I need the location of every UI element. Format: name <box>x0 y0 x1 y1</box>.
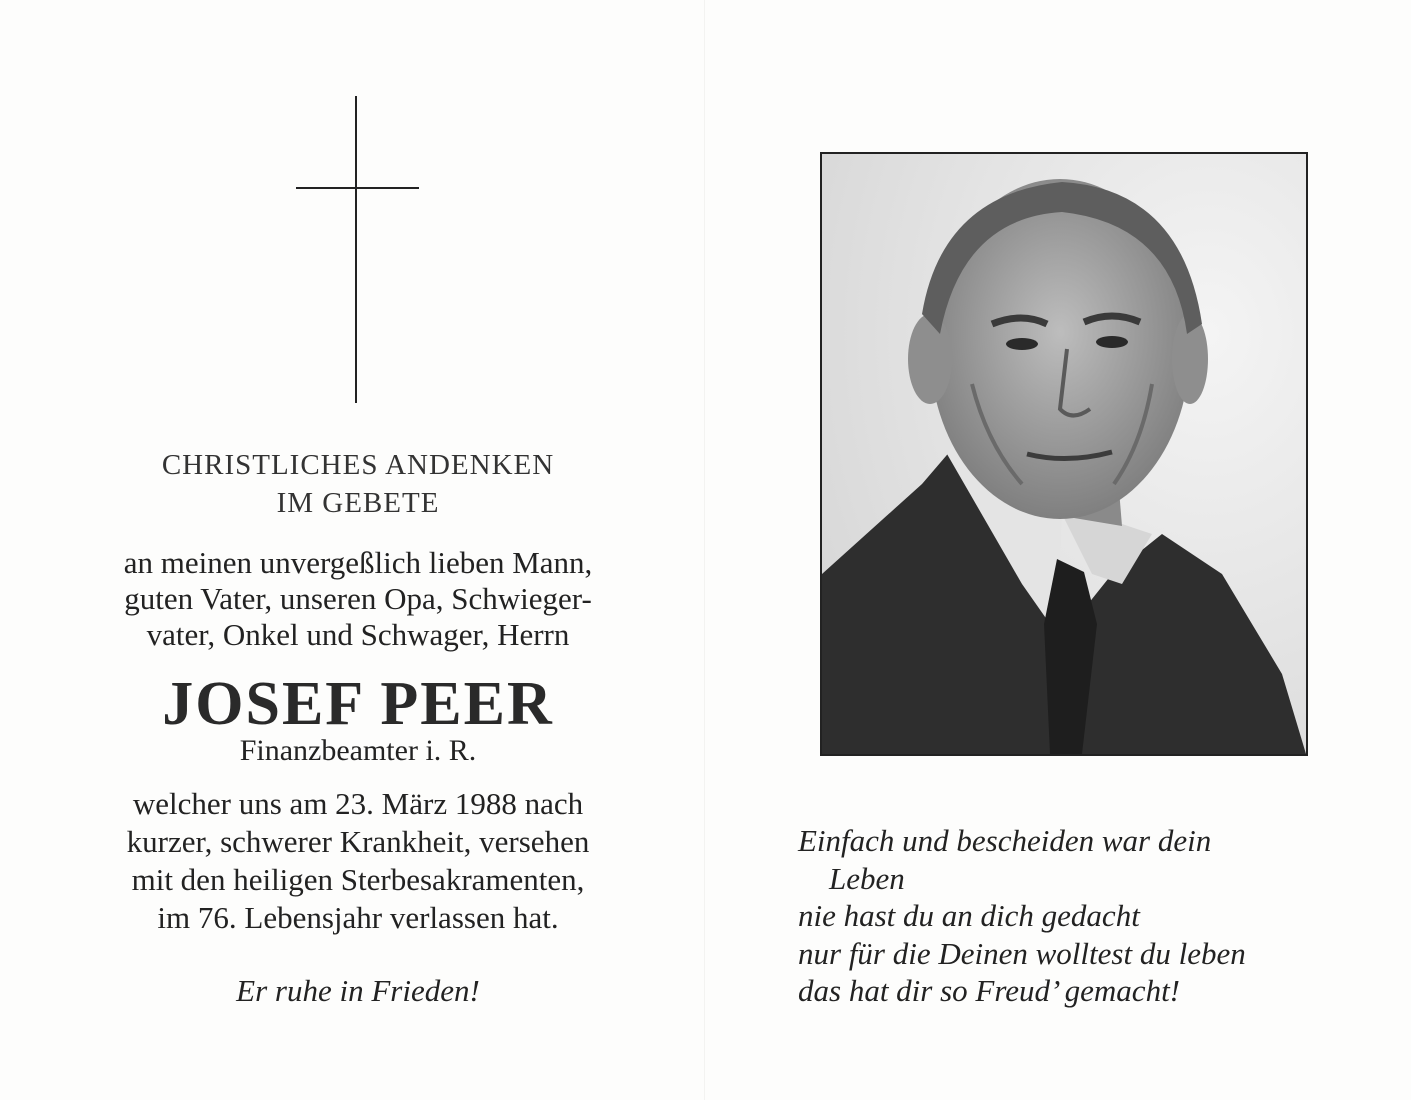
death-notice-line: im 76. Lebensjahr verlassen hat. <box>157 900 559 935</box>
closing-blessing: Er ruhe in Frieden! <box>236 973 480 1008</box>
poem-line: nur für die Deinen wolltest du leben <box>798 935 1246 971</box>
dedication-line: vater, Onkel und Schwager, Herrn <box>146 617 570 652</box>
death-notice-line: mit den heiligen Sterbesakramenten, <box>131 862 585 897</box>
portrait-photo <box>820 152 1308 756</box>
card-fold-line <box>704 0 705 1100</box>
cross-horizontal-bar <box>296 187 419 189</box>
death-notice-line: welcher uns am 23. März 1988 nach <box>132 786 584 821</box>
deceased-occupation: Finanzbeamter i. R. <box>239 734 477 767</box>
heading-line-2: IM GEBETE <box>276 487 440 519</box>
dedication-line: guten Vater, unseren Opa, Schwieger- <box>124 581 592 616</box>
deceased-name: JOSEF PEER <box>162 670 554 738</box>
portrait-illustration <box>822 154 1306 754</box>
card-heading <box>60 446 656 522</box>
poem-line: nie hast du an dich gedacht <box>798 898 1140 933</box>
poem-line: Leben <box>829 860 905 896</box>
poem-line: Einfach und bescheiden war dein <box>798 823 1212 858</box>
death-notice-line: kurzer, schwerer Krankheit, versehen <box>126 824 590 859</box>
cross-vertical-bar <box>355 96 357 403</box>
memorial-poem <box>798 822 1358 1010</box>
heading-line-1: CHRISTLICHES ANDENKEN <box>161 449 555 481</box>
dedication-line: an meinen unvergeßlich lieben Mann, <box>123 545 593 580</box>
dedication-text <box>60 545 656 653</box>
poem-line: das hat dir so Freud’ gemacht! <box>798 973 1181 1008</box>
death-notice-text <box>60 785 656 937</box>
